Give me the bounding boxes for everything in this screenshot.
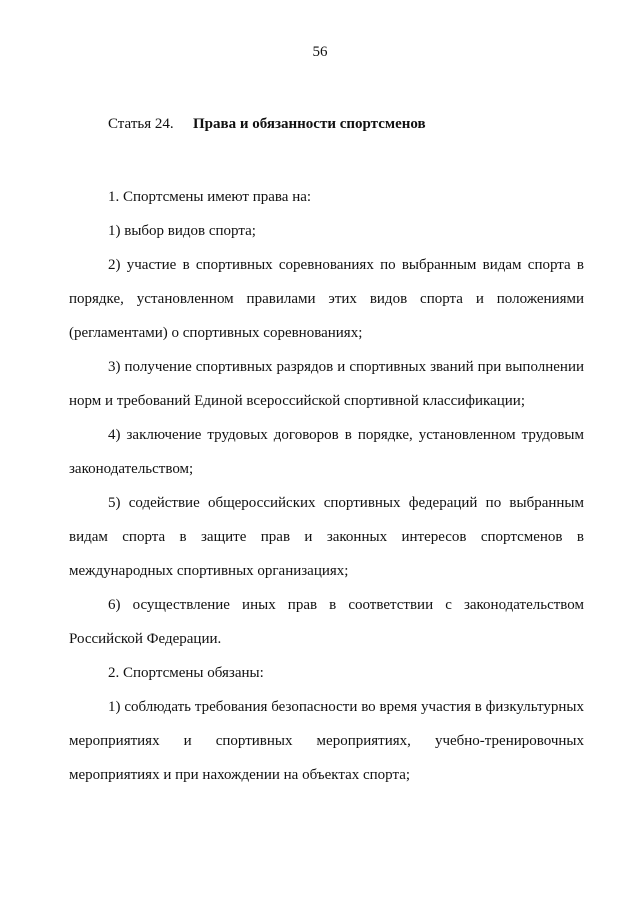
- paragraph-duty-1: 1) соблюдать требования безопасности во время участия в физкультурных мероприятиях и спортивных мероприятиях, учебно-тренировочных мероприятиях и при нахождении на объектах спорта;: [69, 699, 584, 783]
- paragraph-right-1: 1) выбор видов спорта;: [108, 223, 256, 239]
- paragraph-right-6: 6) осуществление иных прав в соответствии с законодательством Российской Федерации.: [69, 597, 584, 647]
- article-heading: [108, 116, 426, 133]
- paragraph-right-3: 3) получение спортивных разрядов и спортивных званий при выполнении норм и требований Единой всероссийской спортивной классификации;: [69, 359, 584, 409]
- article-body: [69, 180, 584, 792]
- paragraph-duties-intro: 2. Спортсмены обязаны:: [108, 665, 264, 681]
- paragraph-right-5: 5) содействие общероссийских спортивных федераций по выбранным видам спорта в защите прав и законных интересов спортсменов в международных спортивных организациях;: [69, 495, 584, 579]
- article-number: Статья 24.: [108, 116, 174, 132]
- paragraph-right-4: 4) заключение трудовых договоров в порядке, установленном трудовым законодательством;: [69, 427, 584, 477]
- paragraph-rights-intro: 1. Спортсмены имеют права на:: [108, 189, 312, 205]
- page-number: 56: [312, 44, 328, 60]
- article-title: Права и обязанности спортсменов: [193, 116, 426, 132]
- paragraph-right-2: 2) участие в спортивных соревнованиях по выбранным видам спорта в порядке, установленном правилами этих видов спорта и положениями (регламентами) о спортивных соревнованиях;: [69, 257, 584, 341]
